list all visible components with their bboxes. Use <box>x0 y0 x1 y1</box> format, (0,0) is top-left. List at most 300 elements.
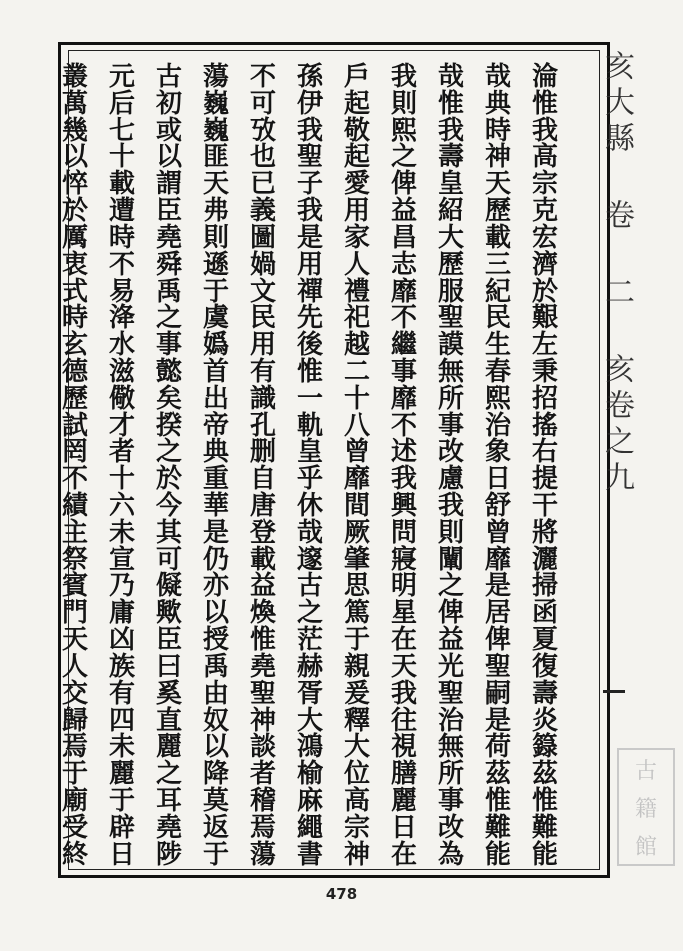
character: 於 <box>155 464 182 495</box>
character: 我 <box>296 115 323 146</box>
seal-char: 古 <box>634 758 657 784</box>
character: 戶 <box>343 62 370 92</box>
character: 俾 <box>390 169 417 200</box>
character: 麗 <box>155 732 182 763</box>
character: 祀 <box>343 303 370 334</box>
character: 子 <box>296 169 323 200</box>
character: 茲 <box>531 759 558 790</box>
character: 軌 <box>296 410 323 441</box>
character: 改 <box>437 812 464 843</box>
character: 志 <box>390 249 417 280</box>
character: 壽 <box>531 678 558 709</box>
character: 十 <box>343 383 370 414</box>
character: 不 <box>108 249 135 280</box>
character: 是 <box>484 571 511 602</box>
character: 降 <box>202 759 229 790</box>
character: 嬀 <box>202 330 229 361</box>
character: 受 <box>61 812 88 843</box>
character: 奚 <box>155 678 182 709</box>
running-head: 亥大縣 卷 二 亥卷之九 <box>599 50 634 497</box>
character: 堯 <box>155 812 182 843</box>
character: 茲 <box>484 759 511 790</box>
character: 親 <box>343 651 370 682</box>
character: 授 <box>202 625 229 656</box>
character: 萬 <box>61 88 88 119</box>
character: 所 <box>437 383 464 414</box>
character: 愛 <box>343 169 370 200</box>
character: 孫 <box>296 62 323 92</box>
character: 炎 <box>531 705 558 736</box>
character: 惟 <box>531 785 558 816</box>
character: 則 <box>202 222 229 253</box>
character: 麗 <box>390 785 417 816</box>
character: 事 <box>390 356 417 387</box>
character: 將 <box>531 517 558 548</box>
character: 歷 <box>437 249 464 280</box>
character: 高 <box>343 785 370 816</box>
character: 神 <box>343 839 370 870</box>
character: 載 <box>484 222 511 253</box>
character: 可 <box>249 88 276 119</box>
character: 爰 <box>343 678 370 709</box>
character: 三 <box>484 249 511 280</box>
character: 人 <box>343 249 370 280</box>
character: 民 <box>484 303 511 334</box>
character: 洚 <box>108 303 135 334</box>
character: 凶 <box>108 625 135 656</box>
character: 仍 <box>202 544 229 575</box>
character: 起 <box>343 142 370 173</box>
character: 元 <box>108 62 135 92</box>
character: 惟 <box>484 785 511 816</box>
character: 十 <box>108 464 135 495</box>
character: 乃 <box>108 571 135 602</box>
character: 胥 <box>296 678 323 709</box>
character: 我 <box>437 491 464 521</box>
character: 稽 <box>249 785 276 816</box>
character: 禮 <box>343 276 370 307</box>
character: 返 <box>202 812 229 843</box>
character: 談 <box>249 732 276 763</box>
text-column <box>340 64 374 868</box>
character: 帝 <box>202 410 229 441</box>
character: 在 <box>390 625 417 656</box>
character: 哉 <box>484 62 511 92</box>
character: 亦 <box>202 571 229 602</box>
character: 未 <box>108 732 135 763</box>
character: 終 <box>61 839 88 870</box>
character: 義 <box>249 196 276 227</box>
character: 鴻 <box>296 732 323 763</box>
character: 象 <box>484 437 511 468</box>
character: 煥 <box>249 598 276 629</box>
character: 不 <box>61 464 88 495</box>
character: 益 <box>437 625 464 656</box>
character: 之 <box>155 759 182 790</box>
character: 舜 <box>155 249 182 280</box>
character: 為 <box>437 839 464 870</box>
character: 大 <box>343 732 370 763</box>
character: 后 <box>108 88 135 119</box>
character: 哉 <box>437 62 464 92</box>
character: 幾 <box>61 115 88 146</box>
character: 矣 <box>155 383 182 414</box>
character: 是 <box>296 222 323 253</box>
character: 禪 <box>296 276 323 307</box>
character: 濟 <box>531 249 558 280</box>
character: 删 <box>249 437 276 468</box>
character: 掃 <box>531 571 558 602</box>
character: 七 <box>108 115 135 146</box>
character: 厲 <box>61 222 88 253</box>
character: 才 <box>108 410 135 441</box>
page-border-inner <box>68 50 600 870</box>
character: 古 <box>296 571 323 602</box>
character: 聖 <box>249 678 276 709</box>
character: 聖 <box>484 651 511 682</box>
character: 初 <box>155 88 182 119</box>
character: 提 <box>531 464 558 495</box>
character: 攷 <box>249 115 276 146</box>
character: 改 <box>437 437 464 468</box>
character: 之 <box>155 303 182 334</box>
text-column <box>105 64 139 868</box>
character: 昌 <box>390 222 417 253</box>
character: 繩 <box>296 812 323 843</box>
character: 滋 <box>108 356 135 387</box>
character: 巍 <box>202 115 229 146</box>
character: 族 <box>108 651 135 682</box>
character: 敬 <box>343 115 370 146</box>
character: 民 <box>249 303 276 334</box>
character: 載 <box>249 544 276 575</box>
character: 左 <box>531 330 558 361</box>
text-column <box>481 64 515 868</box>
character: 交 <box>61 678 88 709</box>
seal-char: 籍 <box>634 796 657 822</box>
character: 四 <box>108 705 135 736</box>
character: 在 <box>390 839 417 870</box>
character: 宣 <box>108 544 135 575</box>
character: 篤 <box>343 598 370 629</box>
character: 有 <box>108 678 135 709</box>
character: 聖 <box>296 142 323 173</box>
character: 于 <box>108 785 135 816</box>
character: 思 <box>343 571 370 602</box>
character: 歸 <box>61 705 88 736</box>
character: 廟 <box>61 785 88 816</box>
character: 神 <box>484 142 511 173</box>
character: 禹 <box>202 651 229 682</box>
character: 曾 <box>343 437 370 468</box>
page-number: 478 <box>325 885 358 903</box>
character: 人 <box>61 651 88 682</box>
character: 時 <box>108 222 135 253</box>
character: 德 <box>61 356 88 387</box>
character: 祭 <box>61 544 88 575</box>
character: 不 <box>390 303 417 334</box>
character: 俾 <box>437 598 464 629</box>
character: 六 <box>108 491 135 521</box>
character: 繼 <box>390 330 417 361</box>
character: 益 <box>390 196 417 227</box>
character: 有 <box>249 356 276 387</box>
character: 復 <box>531 651 558 682</box>
character: 則 <box>437 517 464 548</box>
character: 釋 <box>343 705 370 736</box>
character: 函 <box>531 598 558 629</box>
character: 謂 <box>155 169 182 200</box>
text-column <box>387 64 421 868</box>
character: 星 <box>390 598 417 629</box>
character: 聖 <box>437 678 464 709</box>
character: 先 <box>296 303 323 334</box>
character: 邃 <box>296 544 323 575</box>
character: 文 <box>249 276 276 307</box>
character: 重 <box>202 464 229 495</box>
character: 干 <box>531 491 558 521</box>
character: 懿 <box>155 356 182 387</box>
character: 水 <box>108 330 135 361</box>
character: 玄 <box>61 330 88 361</box>
character: 遜 <box>202 249 229 280</box>
character: 天 <box>484 169 511 200</box>
page-number-mark <box>603 690 625 693</box>
character: 秉 <box>531 356 558 387</box>
character: 罔 <box>61 437 88 468</box>
character: 日 <box>484 464 511 495</box>
character: 之 <box>155 437 182 468</box>
character: 時 <box>61 303 88 334</box>
character: 灑 <box>531 544 558 575</box>
character: 蕩 <box>202 62 229 92</box>
character: 能 <box>484 839 511 870</box>
character: 間 <box>343 491 370 521</box>
character: 述 <box>390 437 417 468</box>
character: 歷 <box>61 383 88 414</box>
character: 我 <box>390 678 417 709</box>
character: 天 <box>202 169 229 200</box>
character: 是 <box>202 517 229 548</box>
character: 招 <box>531 383 558 414</box>
character: 大 <box>437 222 464 253</box>
character: 唐 <box>249 491 276 521</box>
character: 媧 <box>249 249 276 280</box>
character: 靡 <box>484 544 511 575</box>
character: 一 <box>296 383 323 414</box>
character: 以 <box>202 732 229 763</box>
character: 叢 <box>61 62 88 92</box>
character: 焉 <box>61 732 88 763</box>
character: 莫 <box>202 785 229 816</box>
character: 壽 <box>437 142 464 173</box>
character: 者 <box>249 759 276 790</box>
character: 以 <box>155 142 182 173</box>
character: 居 <box>484 598 511 629</box>
character: 闡 <box>437 544 464 575</box>
character: 衷 <box>61 249 88 280</box>
character: 典 <box>484 88 511 119</box>
character: 首 <box>202 356 229 387</box>
character: 治 <box>484 410 511 441</box>
character: 歟 <box>155 598 182 629</box>
character: 肇 <box>343 544 370 575</box>
character: 曾 <box>484 517 511 548</box>
character: 日 <box>390 812 417 843</box>
character: 能 <box>531 839 558 870</box>
character: 往 <box>390 705 417 736</box>
character: 登 <box>249 517 276 548</box>
character: 用 <box>249 330 276 361</box>
text-column <box>152 64 186 868</box>
character: 惟 <box>437 88 464 119</box>
character: 事 <box>437 410 464 441</box>
character: 光 <box>437 651 464 682</box>
character: 無 <box>437 732 464 763</box>
character: 起 <box>343 88 370 119</box>
character: 式 <box>61 276 88 307</box>
character: 或 <box>155 115 182 146</box>
character: 寢 <box>390 544 417 575</box>
text-column <box>293 64 327 868</box>
character: 我 <box>296 196 323 227</box>
character: 荷 <box>484 732 511 763</box>
character: 皇 <box>296 437 323 468</box>
character: 試 <box>61 410 88 441</box>
character: 臣 <box>155 625 182 656</box>
character: 問 <box>390 517 417 548</box>
character: 于 <box>202 839 229 870</box>
character: 俾 <box>484 625 511 656</box>
character: 淪 <box>531 62 558 92</box>
character: 堯 <box>249 651 276 682</box>
character: 于 <box>61 759 88 790</box>
character: 匪 <box>202 142 229 173</box>
character: 儗 <box>155 571 182 602</box>
character: 堯 <box>155 222 182 253</box>
character: 書 <box>296 839 323 870</box>
character: 儆 <box>108 383 135 414</box>
character: 聖 <box>437 303 464 334</box>
text-column <box>434 64 468 868</box>
character: 艱 <box>531 303 558 334</box>
character: 哉 <box>296 517 323 548</box>
character: 載 <box>108 169 135 200</box>
character: 服 <box>437 276 464 307</box>
character: 宗 <box>343 812 370 843</box>
character: 靡 <box>343 464 370 495</box>
character: 於 <box>531 276 558 307</box>
character: 已 <box>249 169 276 200</box>
character: 虞 <box>202 303 229 334</box>
character: 典 <box>202 437 229 468</box>
character: 家 <box>343 222 370 253</box>
character: 識 <box>249 383 276 414</box>
character: 圖 <box>249 222 276 253</box>
character: 茫 <box>296 625 323 656</box>
character: 籙 <box>531 732 558 763</box>
character: 我 <box>390 62 417 92</box>
text-column <box>58 64 92 868</box>
character: 則 <box>390 88 417 119</box>
character: 惟 <box>296 356 323 387</box>
character: 華 <box>202 491 229 521</box>
text-column <box>528 64 562 868</box>
character: 我 <box>390 464 417 495</box>
character: 于 <box>343 625 370 656</box>
character: 宗 <box>531 169 558 200</box>
character: 可 <box>155 544 182 575</box>
character: 也 <box>249 142 276 173</box>
character: 陟 <box>155 839 182 870</box>
character: 搖 <box>531 410 558 441</box>
character: 揆 <box>155 410 182 441</box>
character: 惟 <box>531 88 558 119</box>
character: 麻 <box>296 785 323 816</box>
character: 麗 <box>108 759 135 790</box>
character: 高 <box>531 142 558 173</box>
character: 主 <box>61 517 88 548</box>
character: 之 <box>296 598 323 629</box>
character: 伊 <box>296 88 323 119</box>
character: 時 <box>484 115 511 146</box>
character: 悴 <box>61 169 88 200</box>
character: 舒 <box>484 491 511 521</box>
character: 由 <box>202 678 229 709</box>
character: 大 <box>296 705 323 736</box>
seal-char: 館 <box>634 834 657 860</box>
character: 休 <box>296 491 323 521</box>
character: 用 <box>343 196 370 227</box>
library-seal-stamp <box>617 748 675 866</box>
character: 者 <box>108 437 135 468</box>
character: 不 <box>249 62 276 92</box>
character: 榆 <box>296 759 323 790</box>
character: 越 <box>343 330 370 361</box>
character: 于 <box>202 276 229 307</box>
character: 不 <box>390 410 417 441</box>
character: 興 <box>390 491 417 521</box>
character: 日 <box>108 839 135 870</box>
character: 巍 <box>202 88 229 119</box>
character: 我 <box>531 115 558 146</box>
text-column <box>246 64 280 868</box>
character: 以 <box>202 598 229 629</box>
character: 是 <box>484 705 511 736</box>
character: 神 <box>249 705 276 736</box>
character: 曰 <box>155 651 182 682</box>
character: 皇 <box>437 169 464 200</box>
character: 所 <box>437 759 464 790</box>
character: 之 <box>437 571 464 602</box>
character: 乎 <box>296 464 323 495</box>
character: 古 <box>155 62 182 92</box>
character: 弗 <box>202 196 229 227</box>
character: 紀 <box>484 276 511 307</box>
character: 二 <box>343 356 370 387</box>
character: 事 <box>155 330 182 361</box>
character: 禹 <box>155 276 182 307</box>
character: 克 <box>531 196 558 227</box>
character: 以 <box>61 142 88 173</box>
character: 耳 <box>155 785 182 816</box>
character: 春 <box>484 356 511 387</box>
character: 膳 <box>390 759 417 790</box>
character: 未 <box>108 517 135 548</box>
character: 臣 <box>155 196 182 227</box>
character: 之 <box>390 142 417 173</box>
character: 直 <box>155 705 182 736</box>
